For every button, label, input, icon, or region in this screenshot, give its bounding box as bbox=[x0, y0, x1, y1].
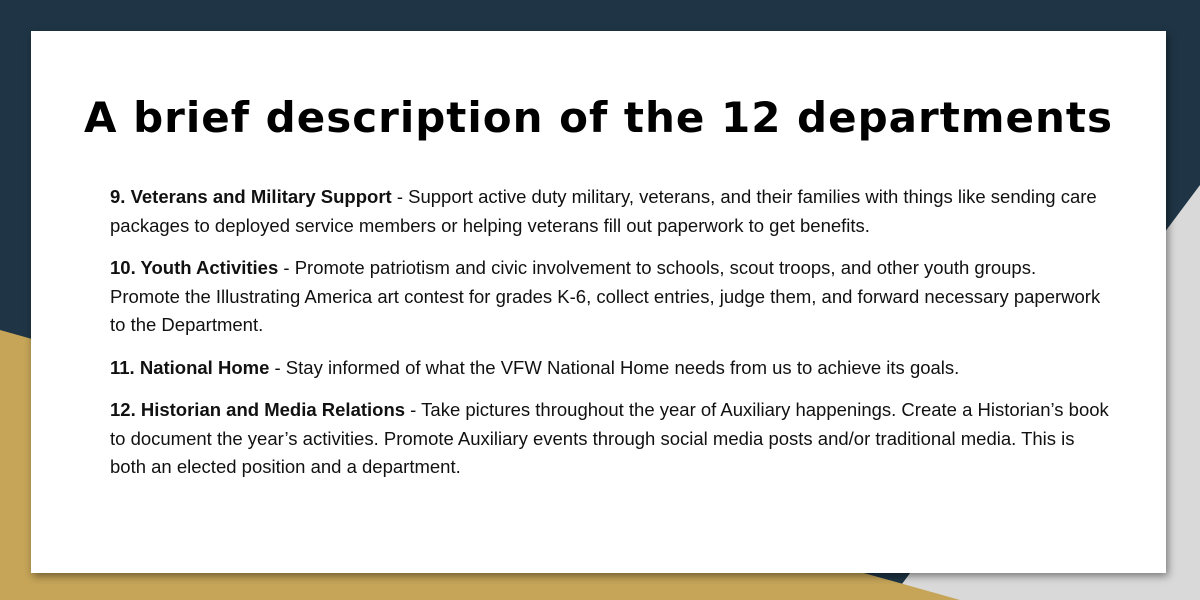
department-heading: 9. Veterans and Military Support bbox=[110, 186, 392, 207]
department-description: - Support active duty military, veterans, and their families with things like sending care packages to deployed service members or helping veterans fill out paperwork to get benefits. bbox=[110, 186, 1097, 236]
department-list bbox=[110, 183, 1110, 496]
department-heading: 11. National Home bbox=[110, 356, 270, 378]
department-item-9 bbox=[110, 183, 1110, 240]
department-item-11 bbox=[110, 354, 1110, 383]
department-description: - Take pictures throughout the year of Auxiliary happenings. Create a Historian’s book to document the year’s activities. Promote Auxiliary events through social media posts and/or traditional media. This is both an elected position and a department. bbox=[110, 399, 1109, 477]
slide-title: A brief description of the 12 departments bbox=[83, 93, 1114, 142]
department-heading: 10. Youth Activities bbox=[110, 257, 279, 278]
department-item-12 bbox=[110, 396, 1110, 482]
department-item-10 bbox=[110, 254, 1110, 340]
department-description: - Stay informed of what the VFW National Home needs from us to achieve its goals. bbox=[269, 356, 960, 378]
department-heading: 12. Historian and Media Relations bbox=[110, 399, 406, 420]
department-description: - Promote patriotism and civic involvement to schools, scout troops, and other youth groups. Promote the Illustrating America art contest for grades K-6, collect entries, judge them, and forward necessary paperwork to the Department. bbox=[110, 257, 1101, 335]
content-card bbox=[31, 31, 1166, 573]
